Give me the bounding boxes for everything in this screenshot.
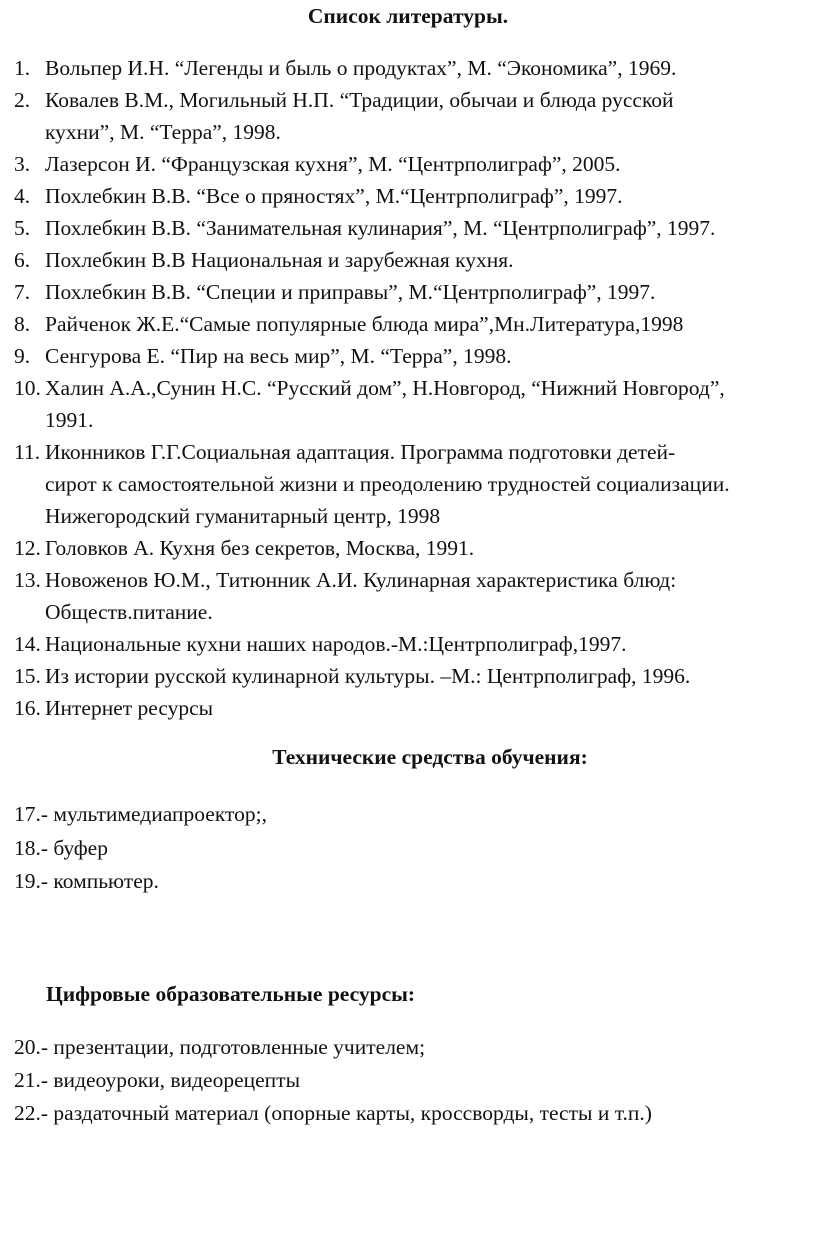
list-item	[14, 148, 810, 180]
item-number: 7.	[14, 280, 31, 304]
item-number: 15.	[14, 664, 41, 688]
item-text: Новоженов Ю.М., Титюнник А.И. Кулинарная характеристика блюд: Обществ.питание.	[45, 568, 677, 624]
digital-heading: Цифровые образовательные ресурсы:	[46, 982, 416, 1006]
item-number: 6.	[14, 248, 31, 272]
list-item	[14, 660, 810, 692]
list-item	[14, 180, 810, 212]
digital-item: 21.- видеоуроки, видеорецепты	[14, 1068, 301, 1092]
item-number: 11.	[14, 440, 41, 464]
item-number: 2.	[14, 88, 31, 112]
list-item	[14, 692, 810, 724]
item-text: Халин А.А.,Сунин Н.С. “Русский дом”, Н.Новгород, “Нижний Новгород”, 1991.	[45, 376, 725, 432]
item-number: 3.	[14, 152, 31, 176]
item-text: Из истории русской кулинарной культуры. –М.: Центрполиграф, 1996.	[45, 664, 691, 688]
item-text: Ковалев В.М., Могильный Н.П. “Традиции, обычаи и блюда русской кухни”, М. “Терра”, 1998.	[45, 88, 674, 144]
item-text: Похлебкин В.В Национальная и зарубежная кухня.	[45, 248, 514, 272]
list-item	[14, 308, 810, 340]
item-text: Интернет ресурсы	[45, 696, 214, 720]
page-title: Список литературы.	[307, 4, 509, 28]
tech-item: 18.- буфер	[14, 836, 108, 860]
item-text: Головков А. Кухня без секретов, Москва, 1991.	[45, 536, 475, 560]
item-number: 1.	[14, 56, 31, 80]
item-number: 4.	[14, 184, 31, 208]
item-number: 14.	[14, 632, 41, 656]
list-item	[14, 52, 810, 84]
item-text: Сенгурова Е. “Пир на весь мир”, М. “Терра”, 1998.	[45, 344, 512, 368]
list-item	[14, 212, 810, 244]
item-text: Райченок Ж.Е.“Самые популярные блюда мира”,Мн.Литература,1998	[45, 312, 684, 336]
list-item	[14, 436, 810, 532]
list-item	[14, 244, 810, 276]
digital-item: 20.- презентации, подготовленные учителем;	[14, 1035, 426, 1059]
item-text: Иконников Г.Г.Социальная адаптация. Программа подготовки детей- сирот к самостоятельной жизни и преодолению трудностей социализации. Нижегородский гуманитарный центр, 1998	[45, 440, 730, 528]
tech-item: 19.- компьютер.	[14, 869, 159, 893]
list-item	[14, 564, 810, 628]
item-number: 8.	[14, 312, 31, 336]
digital-item: 22.- раздаточный материал (опорные карты, кроссворды, тесты и т.п.)	[14, 1101, 652, 1125]
item-number: 12.	[14, 536, 41, 560]
item-text: Похлебкин В.В. “Специи и приправы”, М.“Центрполиграф”, 1997.	[45, 280, 656, 304]
item-number: 16.	[14, 696, 41, 720]
item-text: Национальные кухни наших народов.-М.:Центрполиграф,1997.	[45, 632, 627, 656]
list-item	[14, 84, 810, 148]
item-number: 10.	[14, 376, 41, 400]
reference-list	[14, 52, 810, 724]
list-item	[14, 340, 810, 372]
list-item	[14, 532, 810, 564]
item-text: Похлебкин В.В. “Все о пряностях”, М.“Центрполиграф”, 1997.	[45, 184, 623, 208]
tech-item: 17.- мультимедиапроектор;,	[14, 802, 267, 826]
item-number: 9.	[14, 344, 31, 368]
item-text: Лазерсон И. “Французская кухня”, М. “Центрполиграф”, 2005.	[45, 152, 621, 176]
tech-heading: Технические средства обучения:	[272, 745, 588, 769]
item-number: 13.	[14, 568, 41, 592]
list-item	[14, 372, 810, 436]
item-number: 5.	[14, 216, 31, 240]
list-item	[14, 276, 810, 308]
item-text: Вольпер И.Н. “Легенды и быль о продуктах”, М. “Экономика”, 1969.	[45, 56, 677, 80]
list-item	[14, 628, 810, 660]
item-text: Похлебкин В.В. “Занимательная кулинария”, М. “Центрполиграф”, 1997.	[45, 216, 716, 240]
